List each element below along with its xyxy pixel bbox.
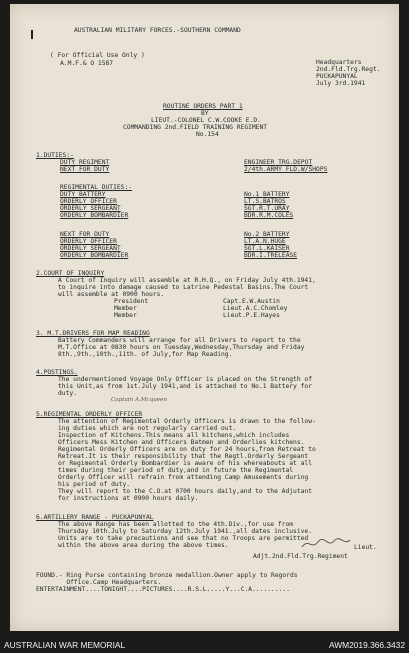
title-line: BY <box>201 110 209 117</box>
notice-line: FOUND.- Ring Purse containing bronze medallion.Owner apply to Regords <box>36 572 298 579</box>
archive-footer <box>0 636 409 653</box>
duty-value: 2/4th.ARMY FLD.W/SHOPS <box>244 166 328 173</box>
signature-rank: Lieut. <box>354 544 377 551</box>
title-line: LIEUT.-COLONEL C.W.COOKE E.D. <box>151 117 261 124</box>
adjutant-signature-block: Adjt.2nd.Fld.Trg.Regiment <box>253 553 348 560</box>
duty-value: LT.S.BATROS <box>244 198 286 205</box>
inquiry-name: Capt.E.W.Austin <box>223 298 280 305</box>
section-heading: 4.POSTINGS. <box>36 369 78 376</box>
duty-label: DUTY BATTERY <box>60 191 106 198</box>
paragraph-line: will assemble at 0900 hours. <box>58 291 165 298</box>
paragraph-line: times during their period of duty,and in future the Regimental <box>58 467 294 474</box>
paragraph-line: within the above area during the above times. <box>58 542 229 549</box>
paragraph-line: Thursday 10th.July to Saturday 12th.July 1941.,all dates inclusive. <box>58 528 313 535</box>
duty-value: No.2 BATTERY <box>244 231 290 238</box>
duty-value: No.1 BATTERY <box>244 191 290 198</box>
official-use-label: ( For Official Use Only ) <box>50 52 145 59</box>
duty-value: SGT.R.T.URAY <box>244 205 290 212</box>
inquiry-role: President <box>114 298 149 305</box>
paragraph-line: The above Range has been allotted to the 4th.Div.,for use from <box>58 521 294 528</box>
duty-label: NEXT FOR DUTY <box>60 166 110 173</box>
staple-mark <box>31 30 33 39</box>
duty-label: ORDERLY OFFICER <box>60 198 117 205</box>
paragraph-line: Inspection of Kitchens.This means all kitchens,which includes <box>58 432 290 439</box>
paragraph-line: Officers Mess Kitchen and Officers Batmen and Orderlies kitchens. <box>58 439 305 446</box>
duty-value: ENGINEER TRG.DEPOT <box>244 159 313 166</box>
duty-value: SGT.L.KAISER <box>244 245 290 252</box>
duty-value: BDR.R.M.COLES <box>244 212 294 219</box>
inquiry-name: Lieut.P.E.Hayes <box>223 312 280 319</box>
paragraph-line: A Court of Inquiry will assemble at R.H.Q., on Friday July 4th.1941, <box>58 277 316 284</box>
paragraph-line: for instructions at 0900 hours daily. <box>58 495 199 502</box>
document-page <box>10 4 399 631</box>
hq-line: 2nd.Fld.Trg.Regt. <box>316 66 381 73</box>
paragraph-line: The undermentioned Voyage Only Officer is placed on the Strength of <box>58 376 313 383</box>
duty-label: ORDERLY OFFICER <box>60 238 117 245</box>
paragraph-line: or Regimental Orderly Bombardier is aware of his whereabouts at all <box>58 460 313 467</box>
paragraph-line: They will report to the C.O.at 0700 hours daily,and to the Adjutant <box>58 488 313 495</box>
paragraph-line: 8th.,9th.,10th.,11th. of July,for Map Reading. <box>58 351 233 358</box>
section-heading: 5.REGIMENTAL ORDERLY OFFICER <box>36 411 143 418</box>
hq-line: July 3rd.1941 <box>316 80 366 87</box>
inquiry-role: Member <box>114 305 137 312</box>
duty-label: DUTY REGIMENT <box>60 159 110 166</box>
duty-label: ORDERLY BOMBARDIER <box>60 252 129 259</box>
paragraph-line: Retreat.It is their responsibility that the Regtl.Orderly Sergeant <box>58 453 309 460</box>
paragraph-line: duty. <box>58 390 77 397</box>
paragraph-line: this Unit,as from 1st.July 1941,and is attached to No.1 Battery for <box>58 383 313 390</box>
section-heading: 3. M.T.DRIVERS FOR MAP READING <box>36 330 150 337</box>
section-heading: 6.ARTILLERY RANGE - PUCKAPUNYAL <box>36 514 154 521</box>
command-heading: AUSTRALIAN MILITARY FORCES.-SOUTHERN COMMAND <box>74 27 241 34</box>
handwritten-signature <box>300 536 352 552</box>
paragraph-line: M.T.Office at 0830 hours on Tuesday,Wednesday,Thursday and Friday <box>58 344 305 351</box>
paragraph-line: Regimental Orderly Officers are on duty for 24 hours,from Retreat to <box>58 446 316 453</box>
archive-reference: AWM2019.366.3432 <box>328 640 405 650</box>
section-heading: 1.DUTIES:- <box>36 152 74 159</box>
section-heading: 2.COURT OF INQUIRY <box>36 270 105 277</box>
duty-label: ORDERLY BOMBARDIER <box>60 212 129 219</box>
title-line: COMMANDING 2nd.FIELD TRAINING REGIMENT <box>123 124 268 131</box>
handwritten-officer-name: Captain A.Mcqueen <box>111 397 168 403</box>
notice-line: Office.Camp Headquarters. <box>36 579 162 586</box>
paragraph-line: Orderly Officer will refrain from attending Camp Amusements during <box>58 474 309 481</box>
paragraph-line: Battery Commanders will arrange for all Drivers to report to the <box>58 337 301 344</box>
paragraph-line: Units are to take precautions and see that no Troops are permitted <box>58 535 309 542</box>
paragraph-line: ing duties which are not regularly carried out. <box>58 425 237 432</box>
duty-value: LT.A.N.HUGE <box>244 238 286 245</box>
duty-value: BDR.I.TRELEASE <box>244 252 298 259</box>
notice-line: ENTERTAINMENT....TONIGHT....PICTURES....R.S.L.....Y...C.A.......... <box>36 586 291 593</box>
paragraph-line: The attention of Regimental Orderly Officers is drawn to the follow- <box>58 418 316 425</box>
hq-line: PUCKAPUNYAL <box>316 73 358 80</box>
duty-label: ORDERLY SERGEANT <box>60 245 121 252</box>
duty-label: ORDERLY SERGEANT <box>60 205 121 212</box>
inquiry-role: Member <box>114 312 137 319</box>
form-number: A.M.F.& O 1587 <box>60 60 114 67</box>
archive-name: AUSTRALIAN WAR MEMORIAL <box>4 640 126 650</box>
title-line: No.154 <box>196 131 219 138</box>
paragraph-line: his period of duty. <box>58 481 131 488</box>
hq-line: Headquarters <box>316 59 362 66</box>
duty-label: NEXT FOR DUTY <box>60 231 110 238</box>
title-line: ROUTINE ORDERS PART 1 <box>163 103 243 110</box>
duty-label: REGIMENTAL DUTIES:- <box>60 184 133 191</box>
paragraph-line: to inquire into damage caused to Latrine Pedestal Basins.The Court <box>58 284 309 291</box>
inquiry-name: Lieut.A.C.Chomley <box>223 305 288 312</box>
